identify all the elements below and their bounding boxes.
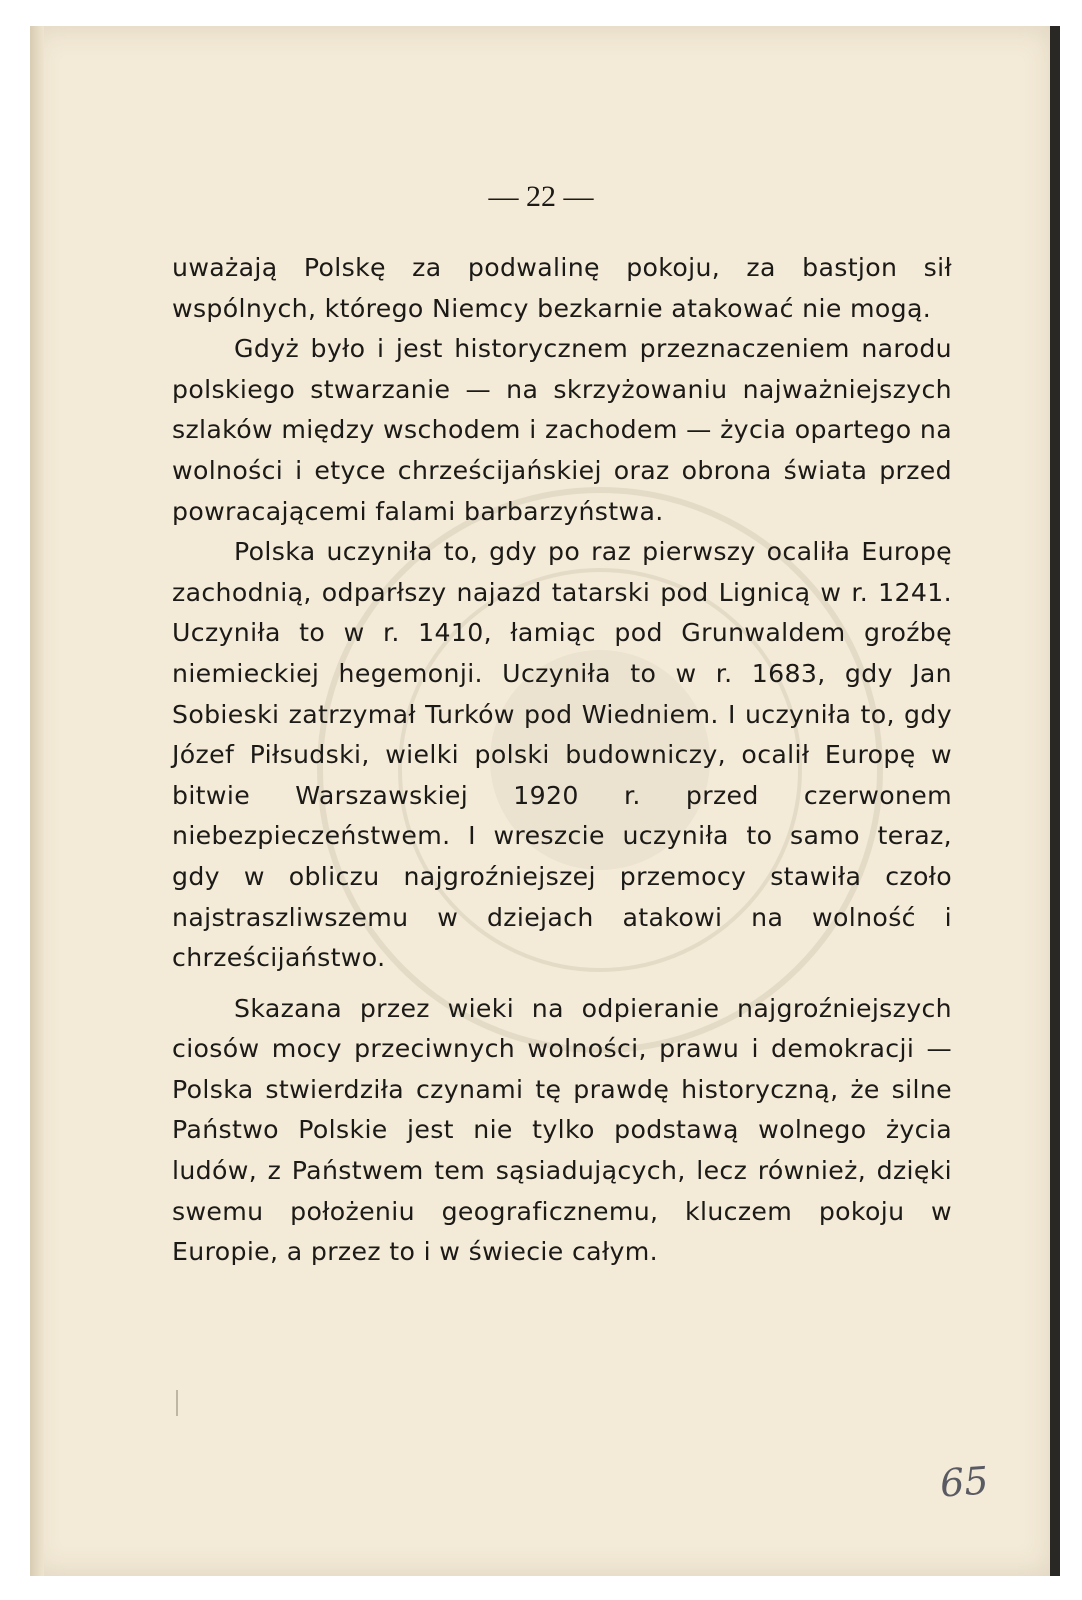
- page-number: — 22 —: [488, 180, 594, 213]
- page-spine-edge: [30, 26, 44, 1576]
- paragraph: uważają Polskę za podwalinę pokoju, za bastjon sił wspólnych, którego Niemcy bezkarnie atakować nie mogą.: [172, 253, 952, 323]
- paragraph: Skazana przez wieki na odpieranie najgroźniejszych ciosów mocy przeciwnych wolności, prawu i demokracji — Polska stwierdziła czynami tę prawdę historyczną, że silne Państwo Polskie jest nie tylko podstawą wolnego życia ludów, z Państwem tem sąsiadujących, lecz również, dzięki swemu położeniu geograficznemu, kluczem pokoju w Europie, a przez to i w świecie całym.: [172, 993, 952, 1267]
- handwritten-folio-number: 65: [938, 1458, 990, 1506]
- body-text: [172, 248, 952, 1273]
- page-right-edge: [1050, 26, 1060, 1576]
- paragraph: Gdyż było i jest historycznem przeznaczeniem narodu polskiego stwarzanie — na skrzyżowaniu najważniejszych szlaków między wschodem i zachodem — życia opartego na wolności i etyce chrześcijańskiej oraz obrona świata przed powracającemi falami barbarzyństwa.: [172, 334, 952, 526]
- pencil-mark: [176, 1390, 178, 1416]
- paragraph: Polska uczyniła to, gdy po raz pierwszy ocaliła Europę zachodnią, odparłszy najazd tatarski pod Lignicą w r. 1241. Uczyniła to w r. 1410, łamiąc pod Grunwaldem groźbę niemieckiej hegemonji. Uczyniła to w r. 1683, gdy Jan Sobieski zatrzymał Turków pod Wiedniem. I uczyniła to, gdy Józef Piłsudski, wielki polski budowniczy, ocalił Europę w bitwie Warszawskiej 1920 r. przed czerwonem niebezpieczeństwem. I wreszcie uczyniła to samo teraz, gdy w obliczu najgroźniejszej przemocy stawiła czoło najstraszliwszemu w dziejach atakowi na wolność i chrześcijaństwo.: [172, 537, 952, 973]
